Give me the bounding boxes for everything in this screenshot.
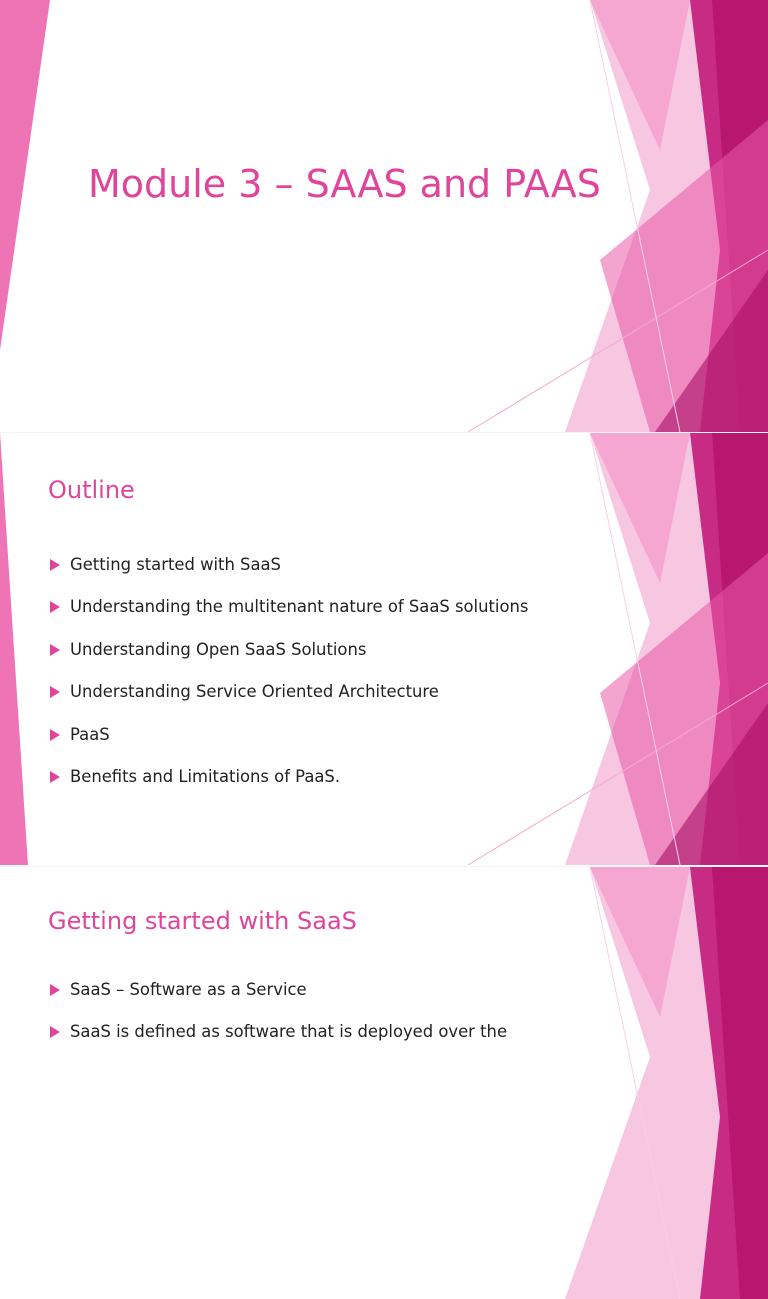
bullet-item: Getting started with SaaS — [48, 555, 528, 597]
bullet-item: SaaS is defined as software that is deployed over the — [48, 1022, 507, 1064]
bullet-item: Understanding the multitenant nature of SaaS solutions — [48, 597, 528, 639]
bullet-list — [48, 980, 507, 1065]
triangle-bullet-icon — [50, 686, 60, 698]
presentation-title: Module 3 – SAAS and PAAS — [88, 162, 601, 206]
triangle-bullet-icon — [50, 984, 60, 996]
triangle-bullet-icon — [50, 729, 60, 741]
bullet-item: Understanding Open SaaS Solutions — [48, 640, 528, 682]
triangle-bullet-icon — [50, 1026, 60, 1038]
triangle-bullet-icon — [50, 644, 60, 656]
slide-heading: Getting started with SaaS — [48, 907, 357, 935]
slide-getting-started — [0, 867, 768, 1042]
decorative-facets — [0, 0, 768, 432]
triangle-bullet-icon — [50, 771, 60, 783]
bullet-list — [48, 555, 528, 809]
triangle-bullet-icon — [50, 559, 60, 571]
triangle-bullet-icon — [50, 601, 60, 613]
bullet-item: SaaS – Software as a Service — [48, 980, 507, 1022]
bullet-item: Understanding Service Oriented Architecture — [48, 682, 528, 724]
bullet-item: Benefits and Limitations of PaaS. — [48, 767, 528, 809]
slide-heading: Outline — [48, 476, 135, 504]
slide-outline — [0, 433, 768, 866]
slide-title — [0, 0, 768, 432]
bullet-item: PaaS — [48, 725, 528, 767]
